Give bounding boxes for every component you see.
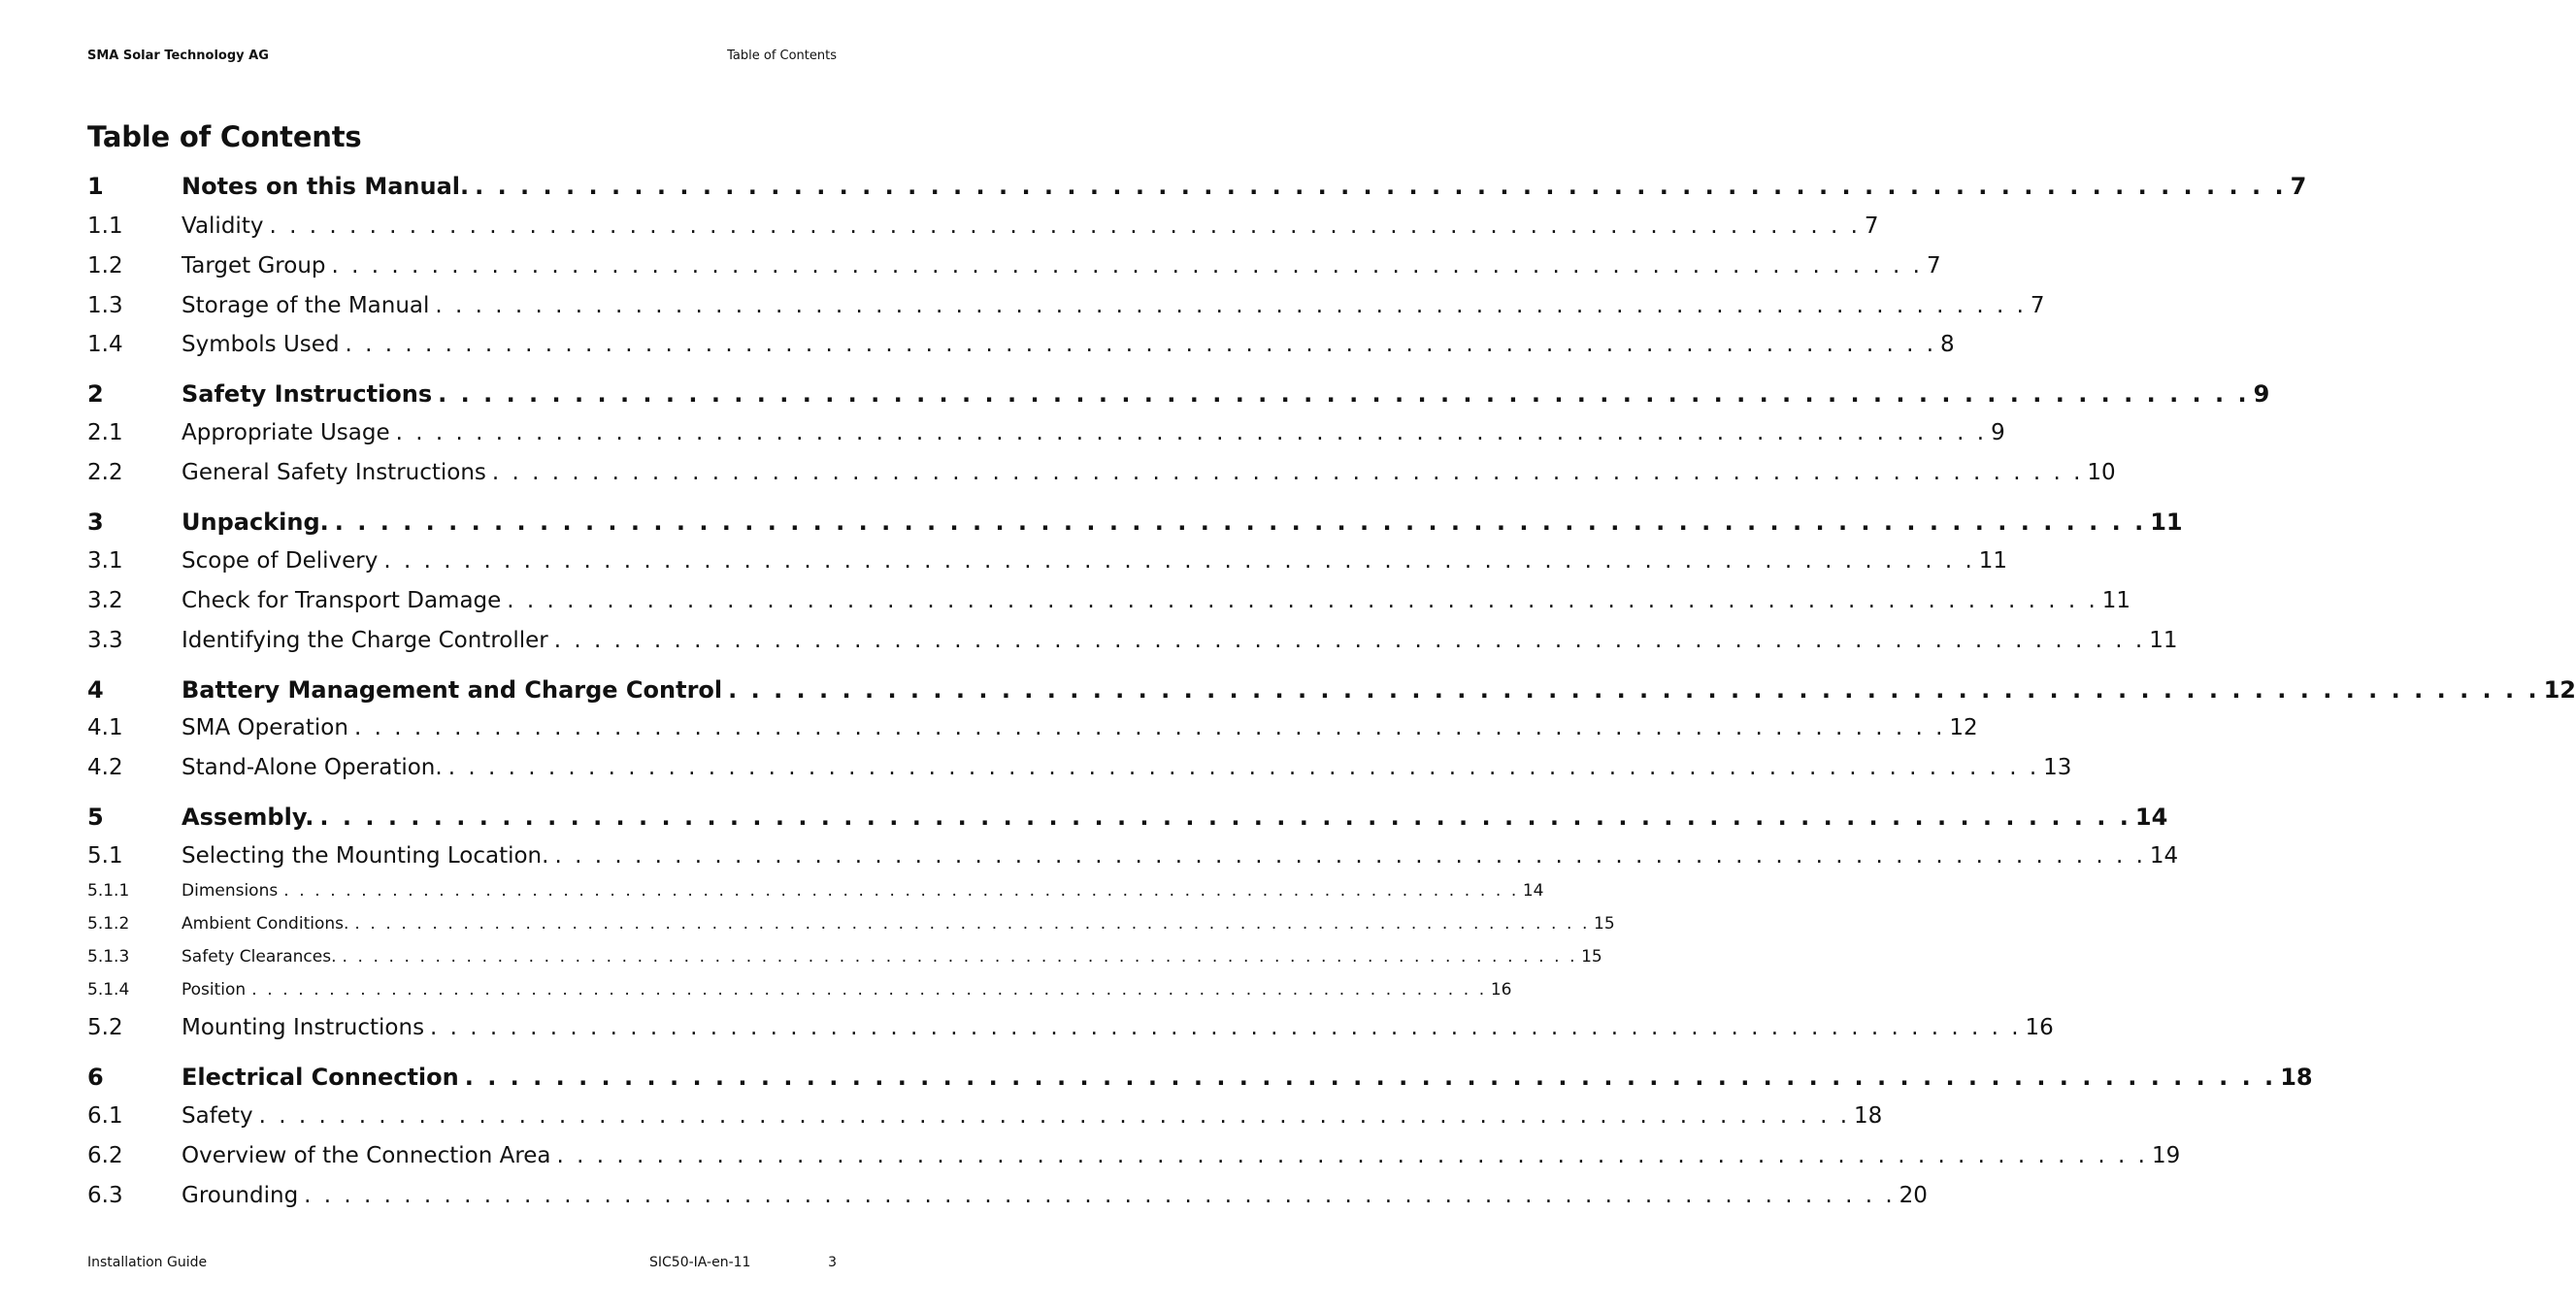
toc-entry-page: 16 bbox=[2025, 1015, 2054, 1040]
running-header-company: SMA Solar Technology AG bbox=[87, 49, 269, 63]
toc-dot-leader: . . . . . . . . . . . . . . . . . . . . . . . . . . . . . . . . . . . . . . . . . . . . . . . . . . . . . . . . . . . . . . . . . . . . . . . . . . . . . . . . bbox=[345, 332, 1937, 357]
toc-entry-page: 20 bbox=[1899, 1183, 1928, 1208]
toc-entry-title: Overview of the Connection Area bbox=[182, 1143, 551, 1168]
footer-page-number: 3 bbox=[828, 1255, 837, 1270]
toc-entry-page: 14 bbox=[1522, 881, 1544, 901]
toc-entry[interactable] bbox=[87, 420, 2005, 445]
toc-dot-leader: . . . . . . . . . . . . . . . . . . . . . . . . . . . . . . . . . . . . . . . . . . . . . . . . . . . . . . . . . . . . . . . . . . . . . . . . . . . . . . . . bbox=[556, 1143, 2148, 1168]
toc-dot-leader: . . . . . . . . . . . . . . . . . . . . . . . . . . . . . . . . . . . . . . . . . . . . . . . . . . . . . . . . . . . . . . . . . . . . . . . . . . . . . . . . bbox=[354, 914, 1590, 934]
toc-entry-page: 10 bbox=[2087, 460, 2116, 485]
toc-entry-number: 5.1 bbox=[87, 843, 123, 869]
toc-entry[interactable] bbox=[87, 715, 1978, 740]
toc-entry-page: 16 bbox=[1490, 980, 1512, 1000]
toc-entry[interactable] bbox=[87, 508, 2183, 536]
toc-dot-leader: . . . . . . . . . . . . . . . . . . . . . . . . . . . . . . . . . . . . . . . . . . . . . . . . . . . . . . . . . . . . . . . . . . . . . . . . . . . . . . . . bbox=[507, 588, 2098, 613]
toc-entry[interactable] bbox=[87, 1143, 2181, 1168]
toc-entry[interactable] bbox=[87, 588, 2131, 613]
toc-dot-leader: . . . . . . . . . . . . . . . . . . . . . . . . . . . . . . . . . . . . . . . . . . . . . . . . . . . . . . . . . . . . . . . . . . . . . . . . . . . . . . . . bbox=[334, 508, 2147, 536]
toc-entry[interactable] bbox=[87, 755, 2072, 780]
toc-dot-leader: . . . . . . . . . . . . . . . . . . . . . . . . . . . . . . . . . . . . . . . . . . . . . . . . . . . . . . . . . . . . . . . . . . . . . . . . . . . . . . . . bbox=[728, 676, 2540, 704]
toc-dot-leader: . . . . . . . . . . . . . . . . . . . . . . . . . . . . . . . . . . . . . . . . . . . . . . . . . . . . . . . . . . . . . . . . . . . . . . . . . . . . . . . . bbox=[395, 420, 1988, 445]
toc-entry-number: 1.4 bbox=[87, 332, 123, 357]
toc-entry-page: 14 bbox=[2149, 843, 2179, 869]
page-title: Table of Contents bbox=[87, 120, 362, 153]
toc-entry-number: 1.2 bbox=[87, 253, 123, 279]
toc-entry-title: Symbols Used bbox=[182, 332, 340, 357]
toc-entry[interactable] bbox=[87, 1103, 1883, 1129]
toc-dot-leader: . . . . . . . . . . . . . . . . . . . . . . . . . . . . . . . . . . . . . . . . . . . . . . . . . . . . . . . . . . . . . . . . . . . . . . . . . . . . . . . . bbox=[283, 881, 1519, 901]
toc-dot-leader: . . . . . . . . . . . . . . . . . . . . . . . . . . . . . . . . . . . . . . . . . . . . . . . . . . . . . . . . . . . . . . . . . . . . . . . . . . . . . . . . bbox=[491, 460, 2084, 485]
toc-entry-title: Unpacking. bbox=[182, 508, 329, 536]
toc-entry[interactable] bbox=[87, 804, 2168, 831]
toc-entry-title: General Safety Instructions bbox=[182, 460, 486, 485]
toc-entry-title: Grounding bbox=[182, 1183, 299, 1208]
toc-entry-title: Notes on this Manual. bbox=[182, 173, 470, 200]
toc-entry-page: 8 bbox=[1940, 332, 1955, 357]
toc-dot-leader: . . . . . . . . . . . . . . . . . . . . . . . . . . . . . . . . . . . . . . . . . . . . . . . . . . . . . . . . . . . . . . . . . . . . . . . . . . . . . . . . bbox=[258, 1103, 1851, 1129]
toc-entry-title: Identifying the Charge Controller bbox=[182, 628, 548, 653]
toc-entry[interactable] bbox=[87, 980, 1512, 1000]
toc-entry[interactable] bbox=[87, 843, 2179, 869]
toc-dot-leader: . . . . . . . . . . . . . . . . . . . . . . . . . . . . . . . . . . . . . . . . . . . . . . . . . . . . . . . . . . . . . . . . . . . . . . . . . . . . . . . . bbox=[553, 628, 2146, 653]
toc-entry-page: 9 bbox=[1991, 420, 2005, 445]
toc-dot-leader: . . . . . . . . . . . . . . . . . . . . . . . . . . . . . . . . . . . . . . . . . . . . . . . . . . . . . . . . . . . . . . . . . . . . . . . . . . . . . . . . bbox=[269, 213, 1861, 239]
toc-entry-title: Target Group bbox=[182, 253, 326, 279]
toc-entry-title: Storage of the Manual bbox=[182, 293, 430, 318]
toc-entry[interactable] bbox=[87, 332, 1955, 357]
toc-entry[interactable] bbox=[87, 253, 1941, 279]
toc-entry-number: 3.2 bbox=[87, 588, 123, 613]
toc-entry[interactable] bbox=[87, 914, 1615, 934]
toc-entry[interactable] bbox=[87, 173, 2307, 200]
toc-dot-leader: . . . . . . . . . . . . . . . . . . . . . . . . . . . . . . . . . . . . . . . . . . . . . . . . . . . . . . . . . . . . . . . . . . . . . . . . . . . . . . . . bbox=[251, 980, 1487, 1000]
toc-entry-page: 12 bbox=[1949, 715, 1978, 740]
toc-entry[interactable] bbox=[87, 1015, 2054, 1040]
toc-entry[interactable] bbox=[87, 293, 2045, 318]
toc-entry-title: Check for Transport Damage bbox=[182, 588, 502, 613]
running-header-section: Table of Contents bbox=[727, 49, 837, 63]
toc-entry-page: 7 bbox=[2030, 293, 2045, 318]
toc-entry-title: Validity bbox=[182, 213, 264, 239]
toc-dot-leader: . . . . . . . . . . . . . . . . . . . . . . . . . . . . . . . . . . . . . . . . . . . . . . . . . . . . . . . . . . . . . . . . . . . . . . . . . . . . . . . . bbox=[383, 548, 1975, 574]
toc-dot-leader: . . . . . . . . . . . . . . . . . . . . . . . . . . . . . . . . . . . . . . . . . . . . . . . . . . . . . . . . . . . . . . . . . . . . . . . . . . . . . . . . bbox=[304, 1183, 1896, 1208]
toc-entry-page: 11 bbox=[2149, 628, 2178, 653]
toc-entry-number: 2.2 bbox=[87, 460, 123, 485]
toc-entry-title: Battery Management and Charge Control bbox=[182, 676, 723, 704]
toc-entry-page: 13 bbox=[2043, 755, 2072, 780]
toc-entry-number: 4.2 bbox=[87, 755, 123, 780]
toc-entry-title: Stand-Alone Operation. bbox=[182, 755, 443, 780]
toc-entry-page: 14 bbox=[2134, 804, 2168, 831]
toc-dot-leader: . . . . . . . . . . . . . . . . . . . . . . . . . . . . . . . . . . . . . . . . . . . . . . . . . . . . . . . . . . . . . . . . . . . . . . . . . . . . . . . . bbox=[342, 947, 1578, 967]
toc-entry-title: Scope of Delivery bbox=[182, 548, 379, 574]
toc-entry-title: Safety bbox=[182, 1103, 253, 1129]
toc-entry-number: 5.1.3 bbox=[87, 947, 130, 967]
toc-entry[interactable] bbox=[87, 628, 2178, 653]
toc-entry[interactable] bbox=[87, 881, 1544, 901]
toc-entry-number: 6.2 bbox=[87, 1143, 123, 1168]
toc-entry-number: 6.3 bbox=[87, 1183, 123, 1208]
toc-entry-number: 3 bbox=[87, 508, 104, 536]
toc-dot-leader: . . . . . . . . . . . . . . . . . . . . . . . . . . . . . . . . . . . . . . . . . . . . . . . . . . . . . . . . . . . . . . . . . . . . . . . . . . . . . . . . bbox=[464, 1064, 2277, 1091]
toc-dot-leader: . . . . . . . . . . . . . . . . . . . . . . . . . . . . . . . . . . . . . . . . . . . . . . . . . . . . . . . . . . . . . . . . . . . . . . . . . . . . . . . . bbox=[435, 293, 2027, 318]
toc-entry[interactable] bbox=[87, 676, 2576, 704]
toc-entry-title: Dimensions bbox=[182, 881, 279, 901]
toc-entry-number: 5 bbox=[87, 804, 104, 831]
toc-entry[interactable] bbox=[87, 947, 1602, 967]
toc-entry-number: 4.1 bbox=[87, 715, 123, 740]
toc-entry-number: 3.3 bbox=[87, 628, 123, 653]
toc-entry-number: 6 bbox=[87, 1064, 104, 1091]
toc-entry-number: 3.1 bbox=[87, 548, 123, 574]
toc-entry-title: Mounting Instructions bbox=[182, 1015, 425, 1040]
toc-entry-number: 4 bbox=[87, 676, 104, 704]
table-of-contents bbox=[87, 0, 2576, 1312]
toc-entry-number: 2 bbox=[87, 380, 104, 408]
toc-entry-title: Electrical Connection bbox=[182, 1064, 459, 1091]
toc-entry-page: 15 bbox=[1581, 947, 1602, 967]
toc-entry-number: 5.1.2 bbox=[87, 914, 130, 934]
footer-document-type: Installation Guide bbox=[87, 1255, 208, 1270]
toc-entry-title: Assembly. bbox=[182, 804, 314, 831]
toc-entry-title: Selecting the Mounting Location. bbox=[182, 843, 549, 869]
toc-entry-page: 9 bbox=[2253, 380, 2270, 408]
toc-entry-page: 7 bbox=[2290, 173, 2307, 200]
toc-dot-leader: . . . . . . . . . . . . . . . . . . . . . . . . . . . . . . . . . . . . . . . . . . . . . . . . . . . . . . . . . . . . . . . . . . . . . . . . . . . . . . . . bbox=[331, 253, 1923, 279]
toc-entry[interactable] bbox=[87, 380, 2270, 408]
toc-entry-number: 5.2 bbox=[87, 1015, 123, 1040]
toc-entry-title: SMA Operation bbox=[182, 715, 348, 740]
toc-entry-number: 6.1 bbox=[87, 1103, 123, 1129]
toc-entry-title: Safety Instructions bbox=[182, 380, 433, 408]
toc-entry-number: 2.1 bbox=[87, 420, 123, 445]
toc-entry[interactable] bbox=[87, 213, 1879, 239]
footer-document-code: SIC50-IA-en-11 bbox=[649, 1255, 751, 1270]
toc-entry-page: 11 bbox=[1978, 548, 2008, 574]
toc-entry-page: 18 bbox=[2280, 1064, 2313, 1091]
toc-entry[interactable] bbox=[87, 1064, 2313, 1091]
toc-entry-number: 5.1.1 bbox=[87, 881, 130, 901]
toc-entry[interactable] bbox=[87, 1183, 1928, 1208]
toc-entry-page: 15 bbox=[1594, 914, 1615, 934]
toc-entry[interactable] bbox=[87, 460, 2116, 485]
toc-dot-leader: . . . . . . . . . . . . . . . . . . . . . . . . . . . . . . . . . . . . . . . . . . . . . . . . . . . . . . . . . . . . . . . . . . . . . . . . . . . . . . . . bbox=[430, 1015, 2022, 1040]
toc-dot-leader: . . . . . . . . . . . . . . . . . . . . . . . . . . . . . . . . . . . . . . . . . . . . . . . . . . . . . . . . . . . . . . . . . . . . . . . . . . . . . . . . bbox=[447, 755, 2040, 780]
toc-entry[interactable] bbox=[87, 548, 2008, 574]
toc-dot-leader: . . . . . . . . . . . . . . . . . . . . . . . . . . . . . . . . . . . . . . . . . . . . . . . . . . . . . . . . . . . . . . . . . . . . . . . . . . . . . . . . bbox=[353, 715, 1946, 740]
toc-entry-page: 11 bbox=[2101, 588, 2131, 613]
toc-entry-title: Appropriate Usage bbox=[182, 420, 390, 445]
toc-entry-title: Safety Clearances. bbox=[182, 947, 337, 967]
toc-dot-leader: . . . . . . . . . . . . . . . . . . . . . . . . . . . . . . . . . . . . . . . . . . . . . . . . . . . . . . . . . . . . . . . . . . . . . . . . . . . . . . . . bbox=[475, 173, 2287, 200]
toc-dot-leader: . . . . . . . . . . . . . . . . . . . . . . . . . . . . . . . . . . . . . . . . . . . . . . . . . . . . . . . . . . . . . . . . . . . . . . . . . . . . . . . . bbox=[319, 804, 2131, 831]
toc-entry-page: 11 bbox=[2150, 508, 2183, 536]
toc-entry-page: 12 bbox=[2543, 676, 2576, 704]
toc-entry-title: Ambient Conditions. bbox=[182, 914, 349, 934]
toc-entry-number: 5.1.4 bbox=[87, 980, 130, 1000]
toc-entry-page: 7 bbox=[1864, 213, 1879, 239]
toc-entry-page: 18 bbox=[1854, 1103, 1883, 1129]
toc-entry-number: 1.1 bbox=[87, 213, 123, 239]
toc-entry-page: 7 bbox=[1926, 253, 1941, 279]
toc-entry-title: Position bbox=[182, 980, 247, 1000]
toc-entry-number: 1 bbox=[87, 173, 104, 200]
toc-dot-leader: . . . . . . . . . . . . . . . . . . . . . . . . . . . . . . . . . . . . . . . . . . . . . . . . . . . . . . . . . . . . . . . . . . . . . . . . . . . . . . . . bbox=[554, 843, 2146, 869]
toc-dot-leader: . . . . . . . . . . . . . . . . . . . . . . . . . . . . . . . . . . . . . . . . . . . . . . . . . . . . . . . . . . . . . . . . . . . . . . . . . . . . . . . . bbox=[438, 380, 2250, 408]
toc-entry-number: 1.3 bbox=[87, 293, 123, 318]
toc-entry-page: 19 bbox=[2151, 1143, 2181, 1168]
